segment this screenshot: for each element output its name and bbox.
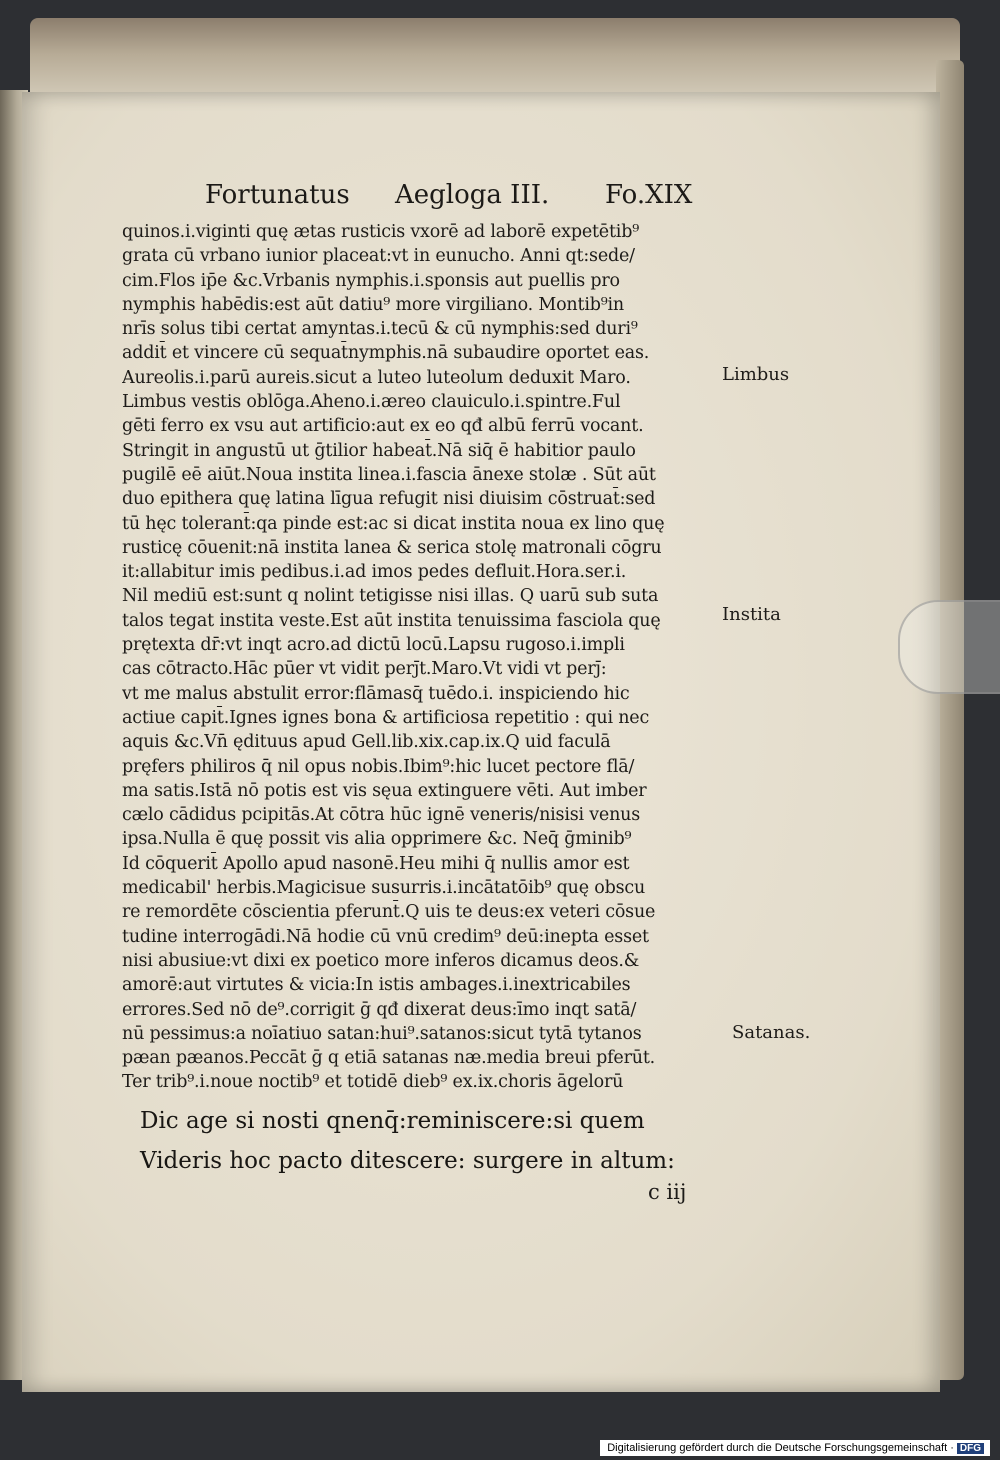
text-line: tū hęc tolerant̄:qa pinde est:ac si dicat instita noua ex lino quę — [122, 513, 665, 534]
margin-note-limbus: Limbus — [722, 364, 790, 385]
text-line: ipsa.Nulla ē quę possit vis alia opprimere &c. Neq̄ ḡminib⁹ — [122, 829, 632, 850]
running-head-title: Aegloga III. — [395, 180, 550, 210]
text-line: quinos.i.viginti quę ætas rusticis vxorē ad laborē expetētib⁹ — [122, 222, 640, 242]
text-line: Ter trib⁹.i.noue noctib⁹ et totidē dieb⁹ ex.ix.choris āgelorū — [122, 1072, 624, 1093]
text-line: Limbus vestis oblōga.Aheno.i.æreo clauiculo.i.spintre.Ful — [122, 392, 621, 413]
text-line: cim.Flos ip̄e &c.Vrbanis nymphis.i.sponsis aut puellis pro — [122, 270, 620, 291]
text-line: duo epithera quę latina līgua refugit nisi diuisim cōstruat̄:sed — [122, 489, 656, 510]
text-line: ma satis.Istā nō potis est vis sęua extinguere vēti. Aut imber — [122, 780, 647, 801]
verse-line-1: Dic age si nosti qnenq̄:reminiscere:si quem — [140, 1108, 645, 1134]
text-line: vt me malus abstulit error:flāmasq̄ tuēdo.i. inspiciendo hic — [122, 683, 630, 704]
text-line: rusticę cōuenit:nā instita lanea & serica stolę matronali cōgru — [122, 537, 662, 558]
signature-mark: c iij — [648, 1180, 687, 1204]
text-line: talos tegat instita veste.Est aūt instita tenuissima fasciola quę — [122, 610, 661, 631]
plastic-page-clip — [898, 600, 1000, 694]
page-fore-edge — [936, 60, 964, 1380]
text-line: re remordēte cōscientia pferunt̄.Q uis te deus:ex veteri cōsue — [122, 902, 656, 923]
text-line: it:allabitur imis pedibus.i.ad imos pedes defluit.Hora.ser.i. — [122, 562, 627, 583]
text-line: addit̄ et vincere cū sequat̄nymphis.nā subaudire oportet eas. — [122, 343, 650, 364]
text-line: tudine interrogādi.Nā hodie cū vnū credim⁹ deū:inepta esset — [122, 926, 649, 947]
text-line: prętexta dr̄:vt inqt acro.ad dictū locū.Lapsu rugoso.i.impli — [122, 635, 625, 656]
text-line: pugilē eē aiūt.Noua instita linea.i.fascia ānexe stolæ . Sūt aūt — [122, 464, 656, 485]
text-line: nisi abusiue:vt dixi ex poetico more inferos dicamus deos.& — [122, 950, 640, 971]
running-head-author: Fortunatus — [205, 180, 350, 210]
text-line: Nil mediū est:sunt q nolint tetigisse nisi illas. Q uarū sub suta — [122, 586, 659, 607]
margin-note-instita: Instita — [722, 604, 781, 625]
text-line: pæan pæanos.Peccāt ḡ q etiā satanas næ.media breui pferūt. — [122, 1048, 656, 1069]
commentary-text — [122, 220, 732, 1095]
text-line: amorē:aut virtutes & vicia:In istis ambages.i.inextricabiles — [122, 975, 631, 996]
text-line: cas cōtracto.Hāc pūer vt vidit perȷ̄t.Maro.Vt vidi vt perȷ̄: — [122, 659, 607, 680]
text-line: pręfers philiros q̄ nil opus nobis.Ibim⁹:hic lucet pectore flā/ — [122, 756, 635, 777]
text-line: nrīs solus tibi certat amyntas.i.tecū & cū nymphis:sed duri⁹ — [122, 319, 638, 340]
digitization-credit — [600, 1440, 990, 1456]
text-line: nymphis habēdis:est aūt datiu⁹ more virgiliano. Montib⁹in — [122, 294, 625, 315]
text-line: Aureolis.i.parū aureis.sicut a luteo luteolum deduxit Maro. — [122, 367, 631, 388]
text-line: cælo cādidus pcipitās.At cōtra hūc ignē veneris/nisisi venus — [122, 805, 641, 826]
text-line: medicabil' herbis.Magicisue susurris.i.incātatōib⁹ quę obscu — [122, 878, 646, 899]
text-line: actiue capit̄.Ignes ignes bona & artificiosa repetitio : qui nec — [122, 707, 650, 728]
text-line: errores.Sed nō de⁹.corrigit ḡ qđ dixerat deus:īmo inqt satā/ — [122, 999, 637, 1020]
text-line: nū pessimus:a noīatiuo satan:hui⁹.satanos:sicut tytā tytanos — [122, 1023, 642, 1044]
text-line: aquis &c.Vn̄ ędituus apud Gell.lib.xix.cap.ix.Q uid faculā — [122, 732, 611, 753]
credit-text: Digitalisierung gefördert durch die Deutsche Forschungsgemeinschaft · — [607, 1442, 954, 1454]
running-head-folio: Fo.XIX — [605, 180, 693, 210]
dfg-logo: DFG — [957, 1443, 984, 1454]
text-line: gēti ferro ex vsu aut artificio:aut ex eo qđ albū ferrū vocant. — [122, 416, 644, 437]
verse-line-2: Videris hoc pacto ditescere: surgere in altum: — [140, 1148, 675, 1174]
margin-note-satanas: Satanas. — [732, 1022, 811, 1043]
text-line: Stringit in angustū ut ḡtilior habeat̄.Nā siq̄ ē habitior paulo — [122, 440, 636, 461]
text-line: Id cōquerit̄ Apollo apud nasonē.Heu mihi q̄ nullis amor est — [122, 853, 630, 874]
text-line: grata cū vrbano iunior placeat:vt in eunucho. Anni qt:sede/ — [122, 246, 635, 267]
